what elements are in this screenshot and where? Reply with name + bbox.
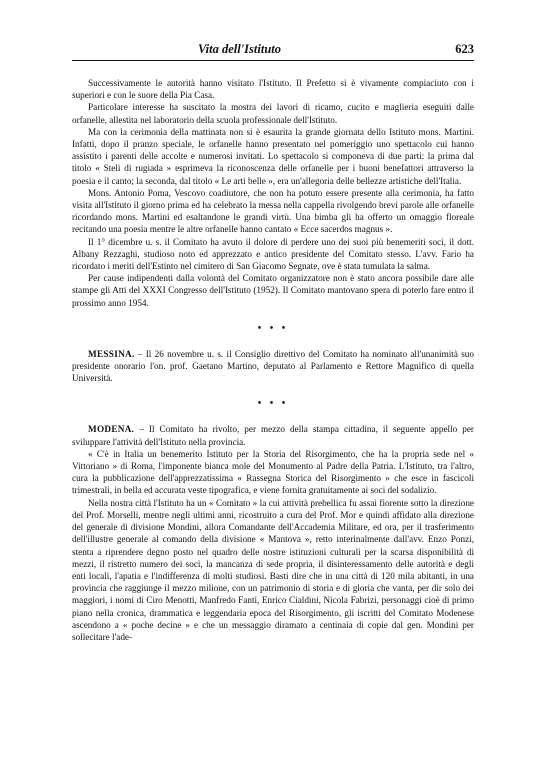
paragraph [72,126,474,187]
paragraph-text: Nella nostra città l'Istituto ha un « Comitato » la cui attività prebellica fu assai fiorente sotto la direzione del Prof. Morselli, mentre negli ultimi anni, ricostruito a cura del Prof. Mor e quindi affidato alla direzione del generale di divisione Mondini, allora Comandante dell'Accademia Militare, ed ora, per il trasferimento dell'illustre generale al comando della divisione « Mantova », retto interinalmente dall'avv. Enzo Ponzi, stenta a riprendere degno posto nel quadro delle nostre istituzioni culturali per la scarsa disponibilità di mezzi, il ristretto numero dei soci, la mancanza di sede propria, il disinteressamento delle autorità e degli enti locali, l'apatia e l'indifferenza di molti studiosi. Basti dire che in una città di 120 mila abitanti, in una provincia che raggiunge il mezzo milione, con un patrimonio di storia e di gloria che vanta, per dir solo dei maggiori, i nomi di Ciro Menotti, Manfredo Fanti, Enrico Cialdini, Nicola Fabrizi, personaggi cioè di primo piano nella cronica, drammatica e leggendaria epoca del Risorgimento, gli iscritti del Comitato Modenese ascendono a « poche decine » e che un messaggio diramato a centinaia di copie dal gen. Mondini per sollecitare l'ade- [72,497,474,642]
paragraph [72,272,474,309]
paragraph-text: Ma con la cerimonia della mattinata non si è esaurita la grande giornata dello Istituto mons. Martini. Infatti, dopo il pranzo speciale, le orfanelle hanno presentato nel pomeriggio uno spettacolo cui hanno assistito i parenti delle accolte e numerosi invitati. Lo spettacolo si componeva di due parti: la prima dal titolo « Steli di rugiada » esprimeva la riconoscenza delle orfanelle per i buoni benefattori attraverso la poesia e il canto; la seconda, dal titolo « Le arti belle », era un'allegoria delle bellezze artistiche dell'Italia. [72,126,474,186]
paragraph [72,423,474,447]
city-heading: MESSINA. [88,348,135,359]
section-separator: • • • [257,398,289,410]
running-title: Vita dell'Istituto [198,42,282,56]
running-header [72,40,474,61]
section-mantova [72,77,474,309]
paragraph [72,187,474,236]
paragraph-text: – Il Comitato ha rivolto, per mezzo della stampa cittadina, il seguente appello per sviluppare l'attività dell'Istituto nella provincia. [72,424,474,447]
paragraph [72,101,474,125]
document-page [72,40,474,643]
page-number: 623 [455,42,474,56]
section-modena [72,423,474,643]
paragraph-text: Il 1° dicembre u. s. il Comitato ha avuto il dolore di perdere uno dei suoi più benemeriti soci, il dott. Albany Rezzaghi, studioso noto ed apprezzato e antico presidente del Comitato stesso. L'avv. Fario ha ricordato i meriti dell'Estinto nel cimitero di San Giacomo Segnate, ove è stata tumulata la salma. [72,236,474,272]
paragraph-text: Successivamente le autorità hanno visitato l'Istituto. Il Prefetto si è vivamente compiaciuto con i superiori e con le suore della Pia Casa. [72,78,474,101]
paragraph-text: Per cause indipendenti dalla volontà del Comitato organizzatore non è stato ancora possibile dare alle stampe gli Atti del XXXI Congresso dell'Istituto (1952). Il Comitato mantovano spera di poterlo fare entro il prossimo anno 1954. [72,273,474,308]
paragraph [72,77,474,101]
paragraph-text: – Il 26 novembre u. s. il Consiglio direttivo del Comitato ha nominato all'unanimità suo presidente onorario l'on. prof. Gaetano Martino, deputato al Parlamento e Rettore Magnifico di quella Università. [72,348,474,384]
paragraph [72,348,474,385]
paragraph [72,236,474,273]
paragraph [72,497,474,643]
paragraph-text: Mons. Antonio Poma, Vescovo coadiutore, che non ha potuto essere presente alla cerimonia, ha fatto visita all'Istituto il giorno prima ed ha celebrato la messa nella cappella rivolgendo brevi parole alle orfanelle ricordando mons. Martini ed esaltandone le grandi virtù. Una bimba gli ha offerto un omaggio floreale recitando una poesia mentre le altre orfanelle hanno cantato « Ecce sacerdos magnus ». [72,187,474,235]
city-heading: MODENA. [88,424,135,435]
section-messina [72,348,474,385]
paragraph-text: Particolare interesse ha suscitato la mostra dei lavori di ricamo, cucito e maglieria eseguiti dalle orfanelle, allestita nel laboratorio della scuola professionale dell'Istituto. [72,102,474,125]
paragraph-text: « C'è in Italia un benemerito Istituto per la Storia del Risorgimento, che ha la propria sede nel « Vittoriano » di Roma, l'imponente bianca mole del Monumento al Padre della Patria. L'Istituto, tra l'altro, cura la pubblicazione dell'apprezzatissima « Rassegna Storica del Risorgimento » che esce in fascicoli trimestrali, in bella ed accurata veste tipografica, e viene fornita gratuitamente ai soci del sodalizio. [72,448,474,496]
section-separator: • • • [257,322,289,334]
paragraph [72,448,474,497]
